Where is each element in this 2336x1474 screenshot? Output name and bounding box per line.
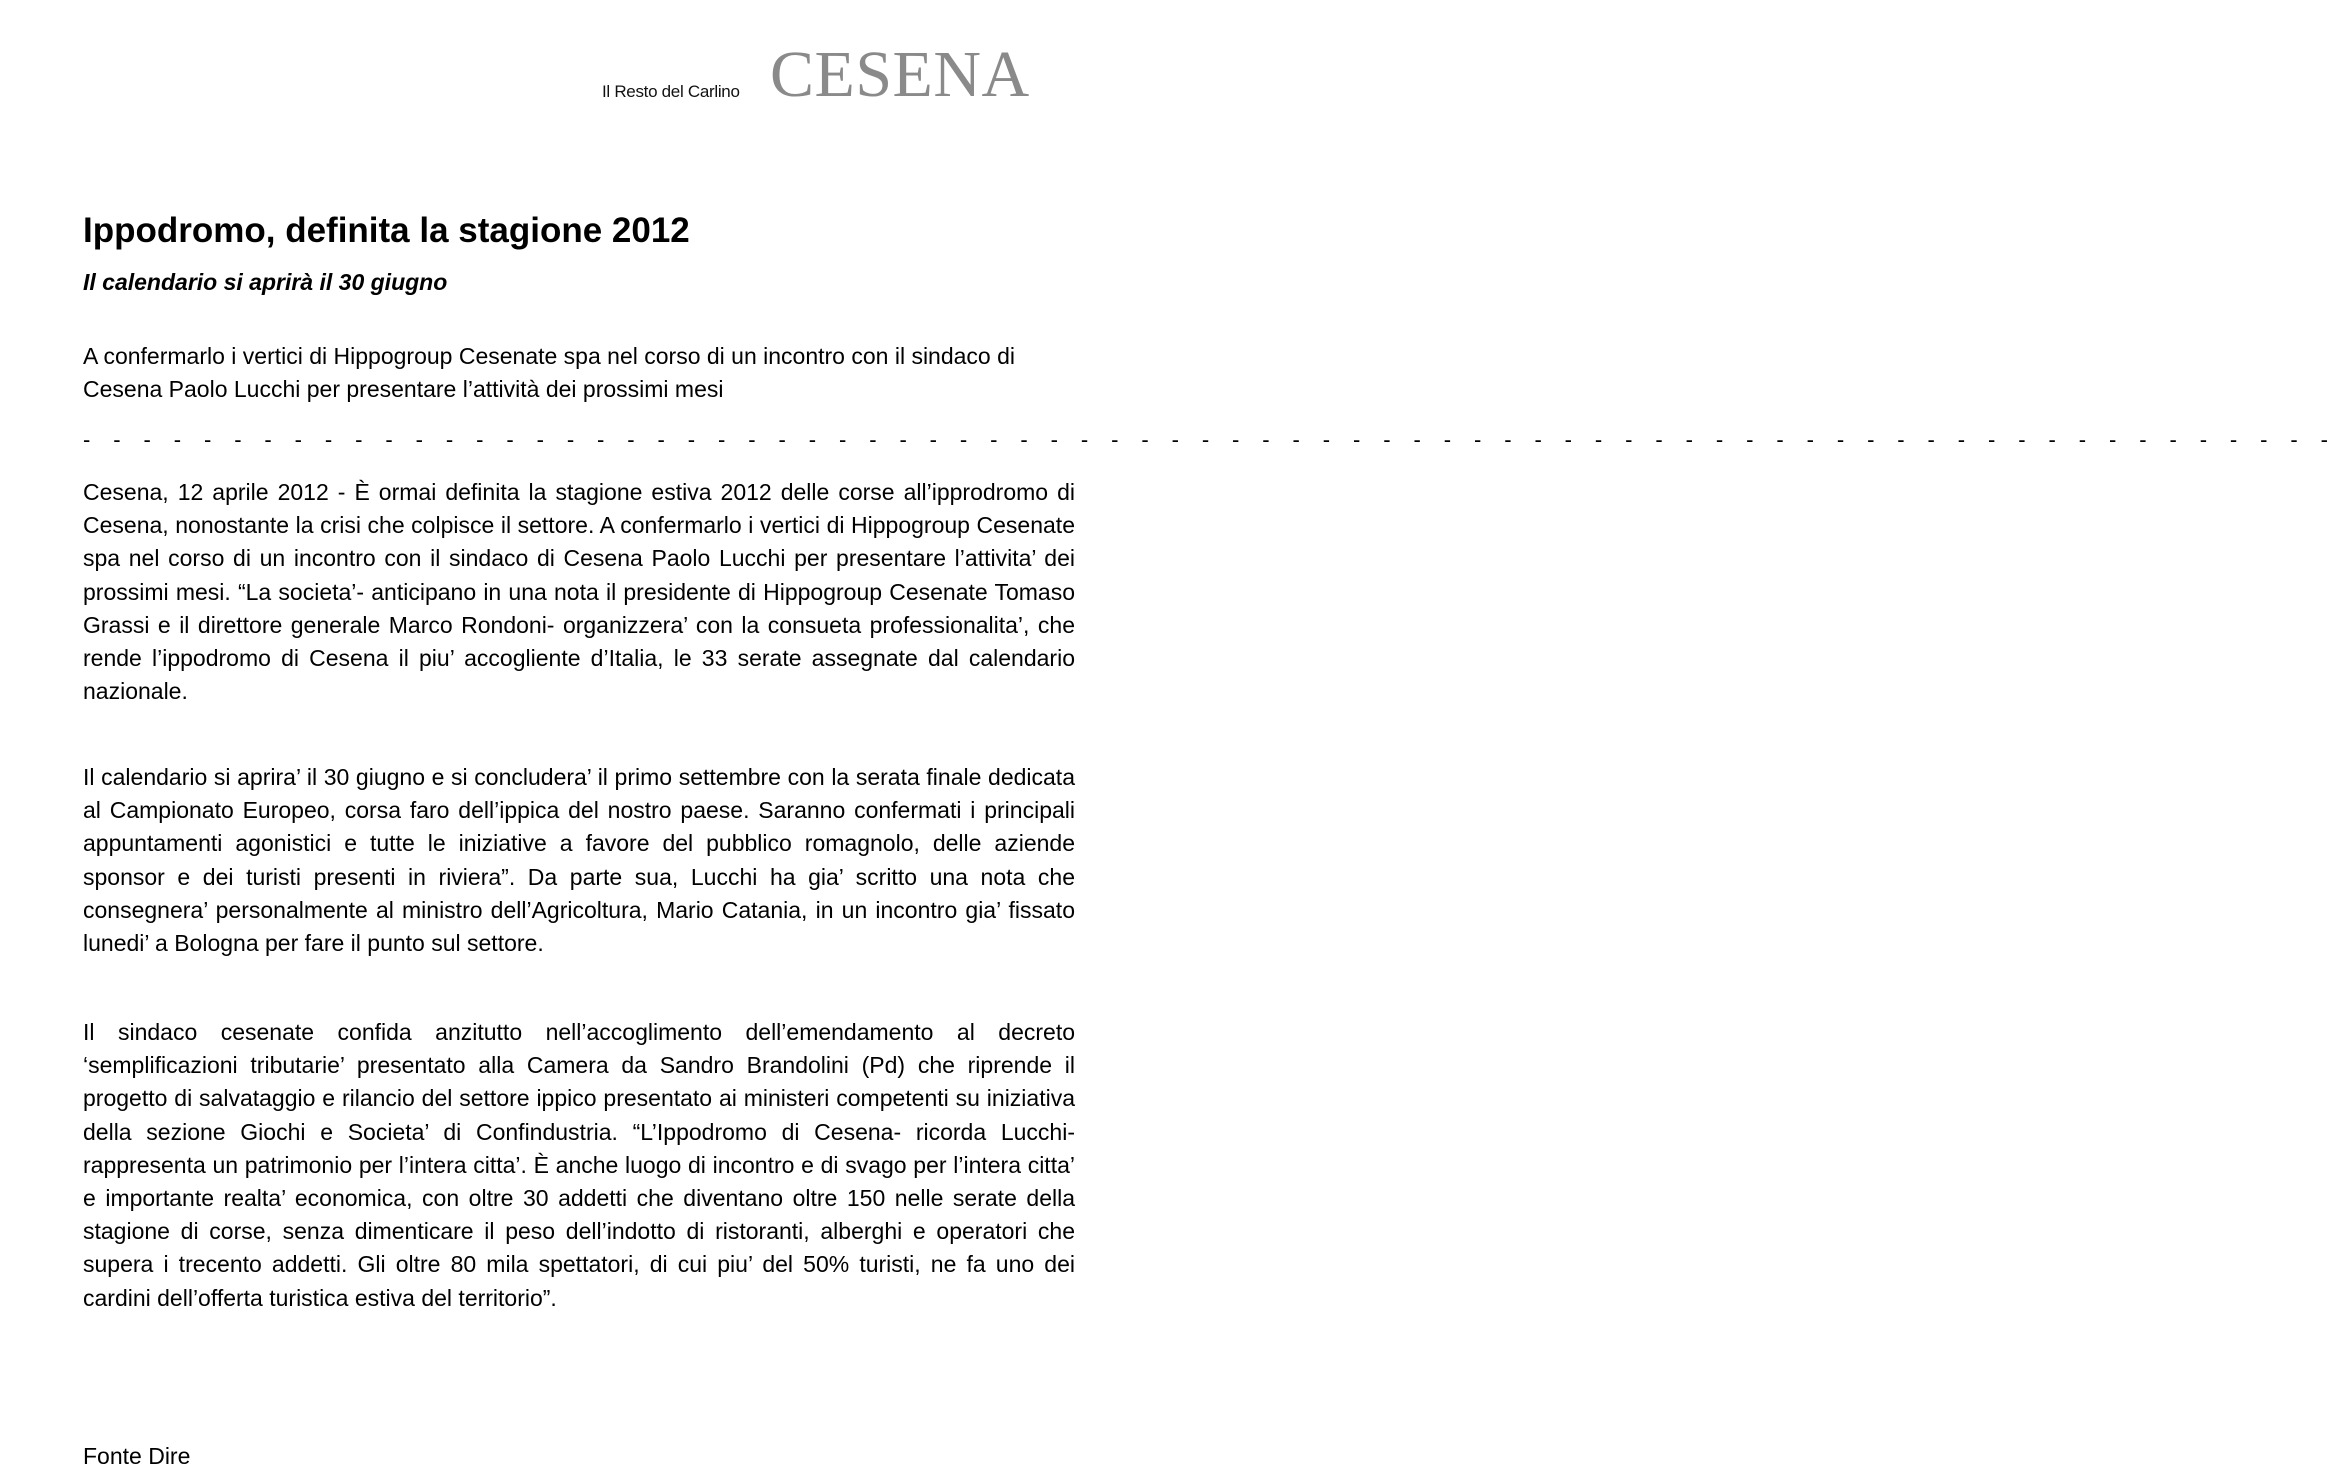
article-paragraph-1: Cesena, 12 aprile 2012 - È ormai definita la stagione estiva 2012 delle corse all’ipprodromo di Cesena, nonostante la crisi che colpisce il settore. A confermarlo i vertici di Hippogroup Cesenate spa nel corso di un incontro con il sindaco di Cesena Paolo Lucchi per presentare l’attivita’ dei prossimi mesi. “La societa’- anticipano in una nota il presidente di Hippogroup Cesenate Tomaso Grassi e il direttore generale Marco Rondoni- organizzera’ con la consueta professionalita’, che rende l’ippodromo di Cesena il piu’ accogliente d’Italia, le 33 serate assegnate dal calendario nazionale. xyxy=(83,479,1075,705)
article-headline: Ippodromo, definita la stagione 2012 xyxy=(83,211,690,250)
masthead xyxy=(600,40,1060,110)
article-paragraph-2: Il calendario si aprira’ il 30 giugno e si concludera’ il primo settembre con la serata finale dedicata al Campionato Europeo, corsa faro dell’ippica del nostro paese. Saranno confermati i principali appuntamenti agonistici e tutte le iniziative a favore del pubblico romagnolo, delle aziende sponsor e dei turisti presenti in riviera”. Da parte sua, Lucchi ha gia’ scritto una nota che consegnera’ personalmente al ministro dell’Agricoltura, Mario Catania, in un incontro gia’ fissato lunedi’ a Bologna per fare il punto sul settore. xyxy=(83,764,1075,957)
article-subhead: Il calendario si aprirà il 30 giugno xyxy=(83,269,448,295)
article-source: Fonte Dire xyxy=(83,1443,191,1469)
article-paragraph-3: Il sindaco cesenate confida anzitutto nell’accoglimento dell’emendamento al decreto ‘semplificazioni tributarie’ presentato alla Camera da Sandro Brandolini (Pd) che riprende il progetto di salvataggio e rilancio del settore ippico presentato ai ministeri competenti su iniziativa della sezione Giochi e Societa’ di Confindustria. “L’Ippodromo di Cesena- ricorda Lucchi- rappresenta un patrimonio per l’intera citta’. È anche luogo di incontro e di svago per l’intera citta’ e importante realta’ economica, con oltre 30 addetti che diventano oltre 150 nelle serate della stagione di corse, senza dimenticare il peso dell’indotto di ristoranti, alberghi e operatori che supera i trecento addetti. Gli oltre 80 mila spettatori, di cui piu’ del 50% turisti, ne fa uno dei cardini dell’offerta turistica estiva del territorio”. xyxy=(83,1019,1075,1311)
dashed-separator: - - - - - - - - - - - - - - - - - - - - - - - - - - - - - - - - - - - - - - - - - - - - - - - - - - - - - - - - - - - - - - - - - - - - - - - - - - - xyxy=(83,427,2336,452)
edition-name: CESENA xyxy=(770,38,1030,111)
newspaper-name: Il Resto del Carlino xyxy=(602,82,740,101)
article-standfirst: A confermarlo i vertici di Hippogroup Cesenate spa nel corso di un incontro con il sindaco di Cesena Paolo Lucchi per presentare l’attività dei prossimi mesi xyxy=(83,343,1016,402)
